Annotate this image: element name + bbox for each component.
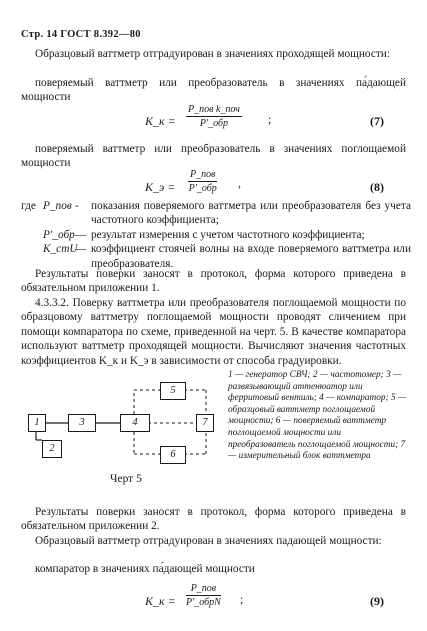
diagram-caption: Черт 5 [110,473,142,485]
definition-row [21,199,411,228]
formula-8-denominator: P'_обр [188,183,217,194]
formula-9-punct: ; [240,592,244,606]
definition-dash: — [75,243,87,256]
page-header: Стр. 14 ГОСТ 8.392—80 [21,29,141,40]
paragraph-3: поверяемый ваттметр или преобразователь в значениях поглощаемой мощности [21,143,406,170]
definition-dash: — [75,228,87,241]
paragraph-7: Образцовый ваттметр отградуирован в значениях падающей мощности: [35,535,382,547]
definition-row [21,228,411,242]
paragraph-1: Образцовый ваттметр отградуирован в значениях проходящей мощности: [35,48,390,60]
formula-8-number: (8) [370,180,384,194]
formula-7-lhs: K_к = [145,114,176,128]
formula-9-numerator: P_пов [186,583,221,596]
block-5: 5 [160,382,186,400]
formula-9-number: (9) [370,594,384,608]
definition-text: коэффициент стоячей волны на входе поверяемого ваттметра или преобразователя. [91,243,411,270]
block-3: 3 [68,414,96,432]
definition-dash: - [75,200,79,212]
definition-text: показания поверяемого ваттметра или преобразователя без учета частотного коэффициента; [91,200,411,227]
formula-8-punct: , [238,176,241,190]
block-diagram [24,376,224,466]
block-7: 7 [196,414,214,432]
formula-7-punct: ; [268,112,272,126]
block-4: 4 [120,414,150,432]
block-1: 1 [28,414,46,432]
definitions-list [21,199,411,271]
definitions-intro: где [21,200,36,212]
formula-9-fraction [186,583,221,608]
definition-symbol: K_стU [43,243,78,256]
formula-7-fraction [186,104,242,129]
paragraph-4: Результаты поверки заносят в протокол, форма которого приведена в обязательном приложении 1. [21,268,406,295]
block-2: 2 [42,440,62,458]
formula-8-fraction [188,169,217,194]
definition-text: результат измерения с учетом частотного коэффициента; [91,228,365,241]
formula-9-lhs: K_к = [145,594,176,608]
block-6: 6 [160,446,186,464]
formula-8-numerator: P_пов [190,169,216,180]
formula-7-numerator: P_пов k_поч [188,104,240,115]
paragraph-8: компаратор в значениях па́дающей мощности [35,563,255,575]
formula-7-denominator: P'_обр [199,118,229,129]
formula-7-number: (7) [370,114,384,128]
paragraph-6: Результаты поверки заносят в протокол, форма которого приведена в обязательном приложении 2. [21,506,406,533]
formula-8-lhs: K_э = [145,180,176,194]
formula-9-denominator: P'_обрN [186,597,221,608]
definition-symbol: P_пов [43,200,72,212]
paragraph-5: 4.3.3.2. Поверку ваттметра или преобразователя поглощаемой мощности по образцовому ваттметру поглощаемой мощности проводят сличением при помощи компаратора по схеме, приведенной на черт. 5. В качестве компаратора используют ваттметр проходящей мощности. Вычисляют значения частотных коэффициентов K_к и K_э в зависимости от способа градуировки. [21,297,406,367]
paragraph-2: поверяемый ваттметр или преобразователь в значениях па́дающей мощности [21,77,406,104]
definition-symbol: P'_обр [43,228,75,241]
diagram-legend: 1 — генератор СВЧ; 2 — частотомер; 3 — развязывающий аттенюатор или ферритовый вентиль; 4 — компаратор; 5 — образцовый ваттметр поглощаемой мощности; 6 — поверяемый ваттметр поглощаемой мощности или преобразователь поглощаемой мощности; 7 — измерительный блок ваттметра [228,370,407,462]
